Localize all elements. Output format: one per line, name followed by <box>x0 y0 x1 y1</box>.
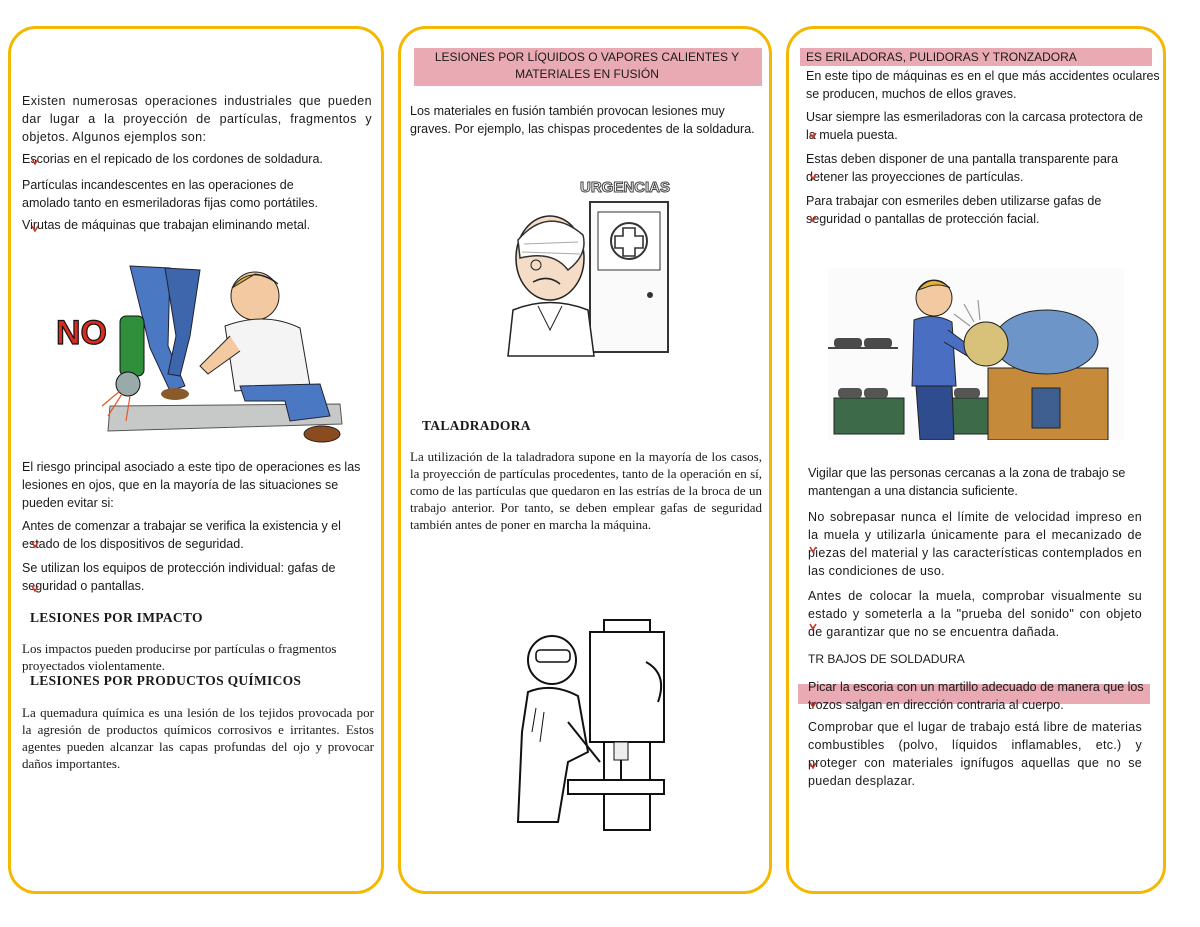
impact-heading: LESIONES POR IMPACTO <box>30 610 203 625</box>
grinder-lower-sonido: Antes de colocar la muela, comprobar visualmente su estado y someterla a la "prueba del sonido" con objeto de garantizar que no se encuentra dañada. <box>808 589 1142 639</box>
weld-bullet-combustibles: Comprobar que el lugar de trabajo está libre de materias combustibles (polvo, líquidos inflamables, etc.) y proteger con materiales ignífugos aquellas que no se puedan desplazar. <box>808 720 1142 788</box>
risk-text: El riesgo principal asociado a este tipo de operaciones es las lesiones en ojos, que en la mayoría de las situaciones se pueden evitar si: <box>22 460 361 510</box>
arrow-bullet-icon <box>808 761 818 771</box>
panel3-heading: ES ERILADORAS, PULIDORAS Y TRONZADORA <box>806 50 1077 64</box>
grinder-bullet-gafas: Para trabajar con esmeriles deben utilizarse gafas de seguridad o pantallas de protección facial. <box>806 194 1102 226</box>
arrow-bullet-icon <box>808 131 818 141</box>
drill-press-illustration <box>508 612 688 832</box>
grinding-worker-illustration <box>50 256 350 450</box>
arrow-bullet-icon <box>30 157 40 167</box>
grinder-bullet-accidents: En este tipo de máquinas es en el que más accidentes oculares se producen, muchos de ellos graves. <box>806 69 1160 101</box>
urgencias-sign: URGENCIAS <box>580 179 671 196</box>
injured-man-urgencias-illustration <box>498 170 678 360</box>
bullet-escorias: Escorias en el repicado de los cordones de soldadura. <box>22 152 323 166</box>
arrow-bullet-icon <box>30 224 40 234</box>
risk-bullet-verify: Antes de comenzar a trabajar se verifica la existencia y el estado de los dispositivos de seguridad. <box>22 519 341 551</box>
weld-bullet-escoria: Picar la escoria con un martillo adecuado de manera que los trozos salgan en dirección contraria al cuerpo. <box>808 680 1144 712</box>
intro-text: Existen numerosas operaciones industriales que pueden dar lugar a la proyección de partículas, fragmentos y objetos. Algunos ejemplos son: <box>22 94 372 144</box>
grinder-lower-distance: Vigilar que las personas cercanas a la zona de trabajo se mantengan a una distancia suficiente. <box>808 466 1126 498</box>
weld-heading: TR BAJOS DE SOLDADURA <box>808 652 965 666</box>
chemical-text: La quemadura química es una lesión de los tejidos provocada por la agresión de productos químicos corrosivos e irritantes. Estos agentes pueden alcanzar las capas profundas del ojo y provocar daños importantes. <box>22 705 374 771</box>
arrow-bullet-icon <box>808 545 818 555</box>
bench-grinder-worker-illustration <box>828 268 1124 440</box>
arrow-bullet-icon <box>808 214 818 224</box>
arrow-bullet-icon <box>808 622 818 632</box>
bullet-particulas: Partículas incandescentes en las operaciones de amolado tanto en esmeriladoras fijas como portátiles. <box>22 178 318 210</box>
panel2-heading: LESIONES POR LÍQUIDOS O VAPORES CALIENTES Y MATERIALES EN FUSIÓN <box>434 50 740 81</box>
arrow-bullet-icon <box>808 700 818 710</box>
no-label: NO <box>56 314 107 352</box>
grinder-bullet-carcasa: Usar siempre las esmeriladoras con la carcasa protectora de la muela puesta. <box>806 110 1143 142</box>
molten-text: Los materiales en fusión también provocan lesiones muy graves. Por ejemplo, las chispas procedentes de la soldadura. <box>410 104 755 136</box>
arrow-bullet-icon <box>30 540 40 550</box>
drill-heading: TALADRADORA <box>422 418 531 433</box>
risk-bullet-epi: Se utilizan los equipos de protección individual: gafas de seguridad o pantallas. <box>22 561 336 593</box>
drill-text: La utilización de la taladradora supone en la mayoría de los casos, la proyección de partículas procedentes, tanto de la operación en sí, como de las partículas que quedaron en las estrías de la broca de un trabajo anterior. Por tanto, se deben emplear gafas de seguridad también antes de poner en marcha la máquina. <box>410 449 762 532</box>
chemical-heading: LESIONES POR PRODUCTOS QUÍMICOS <box>30 673 302 688</box>
bullet-virutas: Virutas de máquinas que trabajan eliminando metal. <box>22 218 311 232</box>
arrow-bullet-icon <box>808 172 818 182</box>
grinder-bullet-pantalla: Estas deben disponer de una pantalla transparente para detener las proyecciones de partículas. <box>806 152 1119 184</box>
impact-text: Los impactos pueden producirse por partículas o fragmentos proyectados violentamente. <box>22 641 337 673</box>
grinder-lower-velocidad: No sobrepasar nunca el límite de velocidad impreso en la muela y utilizarla únicamente para el mecanizado de piezas del material y las características contemplados en las condiciones de uso. <box>808 510 1142 578</box>
arrow-bullet-icon <box>30 584 40 594</box>
